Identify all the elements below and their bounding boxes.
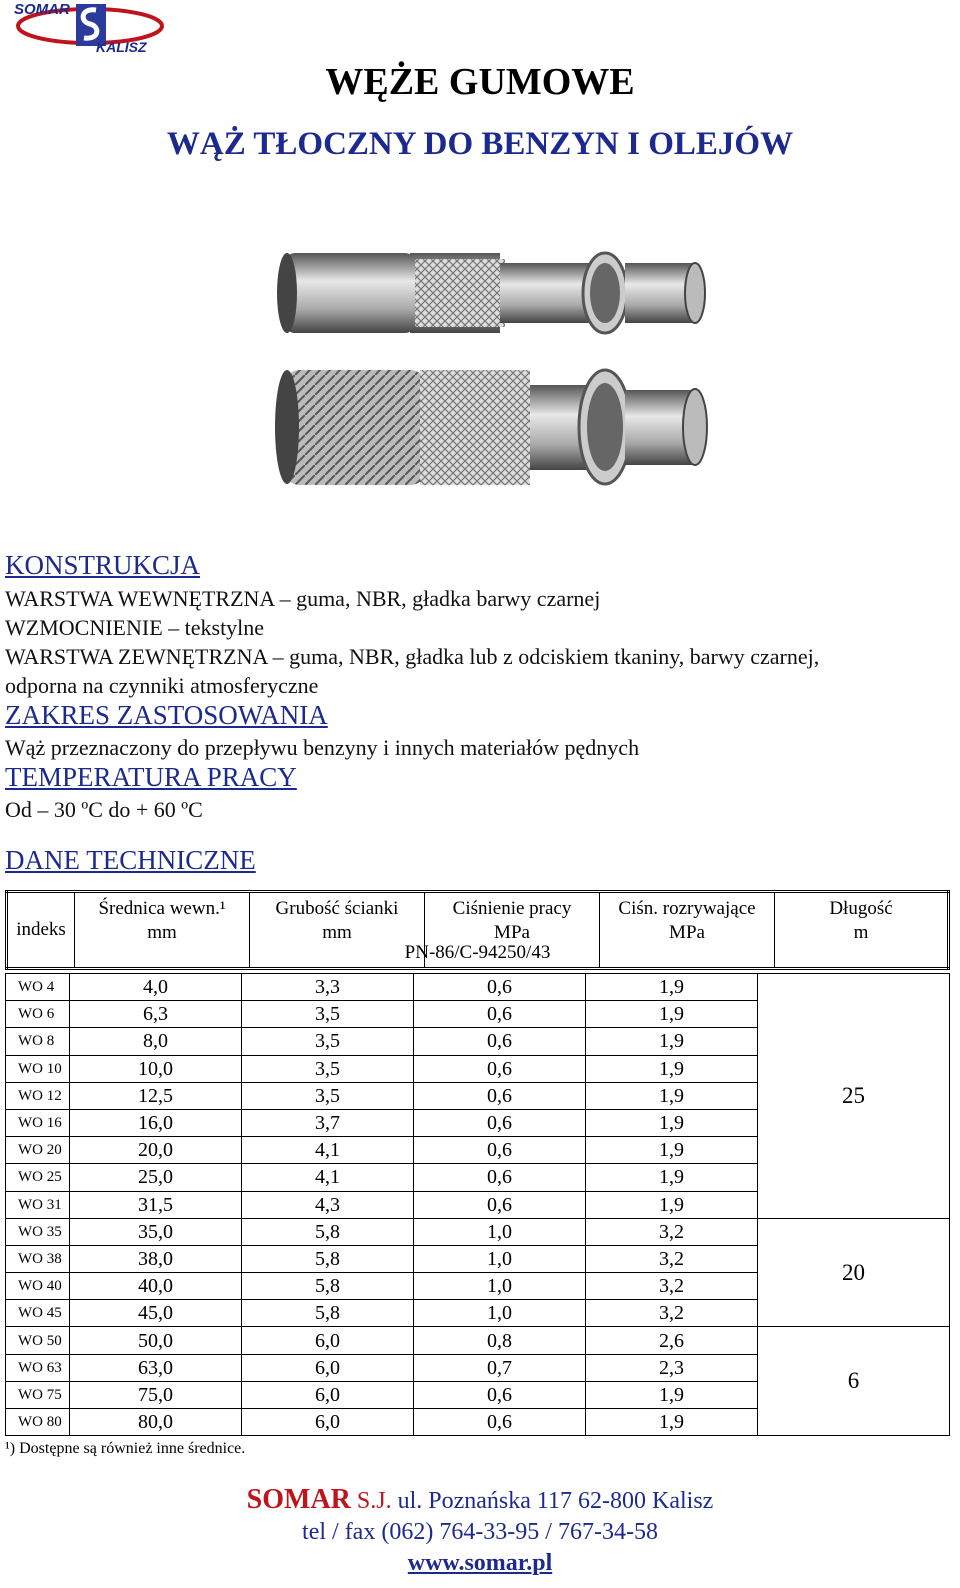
cell-cisnienie: 0,7 — [414, 1354, 586, 1381]
cell-grubosc: 5,8 — [242, 1218, 414, 1245]
cell-rozrywajace: 1,9 — [586, 1191, 758, 1218]
cell-srednica: 80,0 — [70, 1409, 242, 1436]
header-grubosc-unit: mm — [322, 922, 352, 943]
cell-indeks: WO 38 — [6, 1245, 70, 1272]
cell-cisnienie: 0,6 — [414, 1055, 586, 1082]
cell-rozrywajace: 3,2 — [586, 1218, 758, 1245]
page-title: WĘŻE GUMOWE — [325, 61, 635, 103]
konstrukcja-line: odporna na czynniki atmosferyczne — [5, 673, 319, 698]
hose-cross-section-image — [265, 245, 710, 495]
somar-logo — [10, 0, 170, 56]
cell-dlugosc: 20 — [758, 1218, 950, 1327]
svg-text:KALISZ: KALISZ — [96, 39, 147, 55]
cell-srednica: 50,0 — [70, 1327, 242, 1354]
cell-cisnienie: 0,6 — [414, 1001, 586, 1028]
cell-dlugosc: 6 — [758, 1327, 950, 1436]
cell-cisnienie: 0,6 — [414, 1191, 586, 1218]
cell-cisnienie: 0,6 — [414, 1109, 586, 1136]
cell-srednica: 6,3 — [70, 1001, 242, 1028]
cell-cisnienie: 1,0 — [414, 1218, 586, 1245]
cell-cisnienie: 1,0 — [414, 1300, 586, 1327]
cell-rozrywajace: 1,9 — [586, 1381, 758, 1408]
cell-indeks: WO 50 — [6, 1327, 70, 1354]
cell-grubosc: 4,1 — [242, 1137, 414, 1164]
cell-srednica: 63,0 — [70, 1354, 242, 1381]
header-grubosc-label: Grubość ścianki — [275, 898, 399, 919]
header-cisnienie-unit: MPa — [494, 922, 530, 943]
cell-rozrywajace: 3,2 — [586, 1300, 758, 1327]
cell-indeks: WO 45 — [6, 1300, 70, 1327]
cell-indeks: WO 6 — [6, 1001, 70, 1028]
cell-srednica: 45,0 — [70, 1300, 242, 1327]
cell-grubosc: 3,5 — [242, 1001, 414, 1028]
cell-cisnienie: 0,6 — [414, 1137, 586, 1164]
cell-cisnienie: 0,6 — [414, 1381, 586, 1408]
cell-indeks: WO 20 — [6, 1137, 70, 1164]
cell-srednica: 75,0 — [70, 1381, 242, 1408]
header-srednica-label: Średnica wewn.¹ — [98, 898, 226, 919]
cell-srednica: 31,5 — [70, 1191, 242, 1218]
cell-srednica: 8,0 — [70, 1028, 242, 1055]
cell-grubosc: 3,3 — [242, 974, 414, 1001]
zakres-line: Wąż przeznaczony do przepływu benzyny i innych materiałów pędnych — [5, 735, 640, 760]
cell-indeks: WO 63 — [6, 1354, 70, 1381]
cell-rozrywajace: 2,3 — [586, 1354, 758, 1381]
cell-rozrywajace: 1,9 — [586, 1001, 758, 1028]
table-footnote: ¹) Dostępne są również inne średnice. — [5, 1440, 246, 1457]
cell-grubosc: 5,8 — [242, 1273, 414, 1300]
cell-srednica: 4,0 — [70, 974, 242, 1001]
cell-srednica: 40,0 — [70, 1273, 242, 1300]
section-heading-temperatura: TEMPERATURA PRACY — [5, 762, 297, 792]
cell-grubosc: 3,5 — [242, 1055, 414, 1082]
cell-cisnienie: 1,0 — [414, 1273, 586, 1300]
cell-grubosc: 5,8 — [242, 1245, 414, 1272]
footer-line-1 — [0, 1484, 960, 1517]
table-body — [5, 973, 950, 1436]
konstrukcja-line: WZMOCNIENIE – tekstylne — [5, 615, 265, 640]
header-srednica-unit: mm — [147, 922, 177, 943]
cell-cisnienie: 1,0 — [414, 1245, 586, 1272]
cell-indeks: WO 10 — [6, 1055, 70, 1082]
cell-rozrywajace: 1,9 — [586, 1055, 758, 1082]
cell-cisnienie: 0,6 — [414, 1409, 586, 1436]
cell-cisnienie: 0,8 — [414, 1327, 586, 1354]
cell-dlugosc: 25 — [758, 974, 950, 1219]
cell-grubosc: 6,0 — [242, 1409, 414, 1436]
header-rozrywajace-label: Ciśn. rozrywające — [618, 898, 756, 919]
footer-phone: tel / fax (062) 764-33-95 / 767-34-58 — [302, 1519, 658, 1545]
header-indeks: indeks — [7, 892, 75, 969]
cell-rozrywajace: 1,9 — [586, 1109, 758, 1136]
cell-srednica: 35,0 — [70, 1218, 242, 1245]
table-row — [6, 974, 950, 1001]
cell-rozrywajace: 1,9 — [586, 1164, 758, 1191]
cell-cisnienie: 0,6 — [414, 974, 586, 1001]
section-heading-konstrukcja: KONSTRUKCJA — [5, 550, 201, 580]
cell-rozrywajace: 3,2 — [586, 1245, 758, 1272]
cell-indeks: WO 40 — [6, 1273, 70, 1300]
cell-srednica: 16,0 — [70, 1109, 242, 1136]
cell-rozrywajace: 1,9 — [586, 1137, 758, 1164]
footer-website-link[interactable]: www.somar.pl — [407, 1550, 553, 1576]
cell-rozrywajace: 1,9 — [586, 1028, 758, 1055]
cell-indeks: WO 35 — [6, 1218, 70, 1245]
cell-srednica: 10,0 — [70, 1055, 242, 1082]
cell-indeks: WO 12 — [6, 1082, 70, 1109]
cell-indeks: WO 8 — [6, 1028, 70, 1055]
cell-indeks: WO 80 — [6, 1409, 70, 1436]
cell-grubosc: 6,0 — [242, 1327, 414, 1354]
technical-data-table — [5, 890, 950, 1442]
cell-grubosc: 4,1 — [242, 1164, 414, 1191]
footer-address: ul. Poznańska 117 62-800 Kalisz — [397, 1488, 714, 1514]
svg-text:SOMAR: SOMAR — [14, 1, 70, 18]
cell-srednica: 38,0 — [70, 1245, 242, 1272]
header-dlugosc-label: Długość — [829, 898, 893, 919]
cell-srednica: 12,5 — [70, 1082, 242, 1109]
cell-cisnienie: 0,6 — [414, 1082, 586, 1109]
cell-indeks: WO 75 — [6, 1381, 70, 1408]
standard-label: PN-86/C-94250/43 — [404, 942, 551, 963]
cell-srednica: 25,0 — [70, 1164, 242, 1191]
cell-grubosc: 3,5 — [242, 1028, 414, 1055]
cell-grubosc: 5,8 — [242, 1300, 414, 1327]
cell-grubosc: 6,0 — [242, 1381, 414, 1408]
cell-cisnienie: 0,6 — [414, 1028, 586, 1055]
cell-grubosc: 6,0 — [242, 1354, 414, 1381]
cell-srednica: 20,0 — [70, 1137, 242, 1164]
table-row — [6, 1218, 950, 1245]
footer-company-type: S.J. — [356, 1488, 392, 1514]
section-heading-zakres: ZAKRES ZASTOSOWANIA — [5, 700, 328, 730]
header-rozrywajace-unit: MPa — [669, 922, 705, 943]
temperatura-line: Od – 30 ºC do + 60 ºC — [5, 797, 203, 822]
cell-indeks: WO 4 — [6, 974, 70, 1001]
page-subtitle: WĄŻ TŁOCZNY DO BENZYN I OLEJÓW — [166, 126, 794, 162]
footer — [0, 1484, 960, 1579]
table-row — [6, 1327, 950, 1354]
cell-indeks: WO 25 — [6, 1164, 70, 1191]
cell-indeks: WO 16 — [6, 1109, 70, 1136]
cell-rozrywajace: 1,9 — [586, 974, 758, 1001]
cell-indeks: WO 31 — [6, 1191, 70, 1218]
cell-rozrywajace: 3,2 — [586, 1273, 758, 1300]
cell-grubosc: 3,7 — [242, 1109, 414, 1136]
cell-rozrywajace: 2,6 — [586, 1327, 758, 1354]
konstrukcja-line: WARSTWA ZEWNĘTRZNA – guma, NBR, gładka lub z odciskiem tkaniny, barwy czarnej, — [5, 644, 820, 669]
konstrukcja-line: WARSTWA WEWNĘTRZNA – guma, NBR, gładka barwy czarnej — [5, 586, 601, 611]
cell-rozrywajace: 1,9 — [586, 1082, 758, 1109]
footer-brand: SOMAR — [246, 1484, 351, 1515]
cell-grubosc: 4,3 — [242, 1191, 414, 1218]
cell-grubosc: 3,5 — [242, 1082, 414, 1109]
header-cisnienie-label: Ciśnienie pracy — [452, 898, 572, 919]
cell-rozrywajace: 1,9 — [586, 1409, 758, 1436]
section-heading-dane: DANE TECHNICZNE — [5, 845, 256, 875]
header-dlugosc-unit: m — [853, 922, 869, 943]
cell-cisnienie: 0,6 — [414, 1164, 586, 1191]
